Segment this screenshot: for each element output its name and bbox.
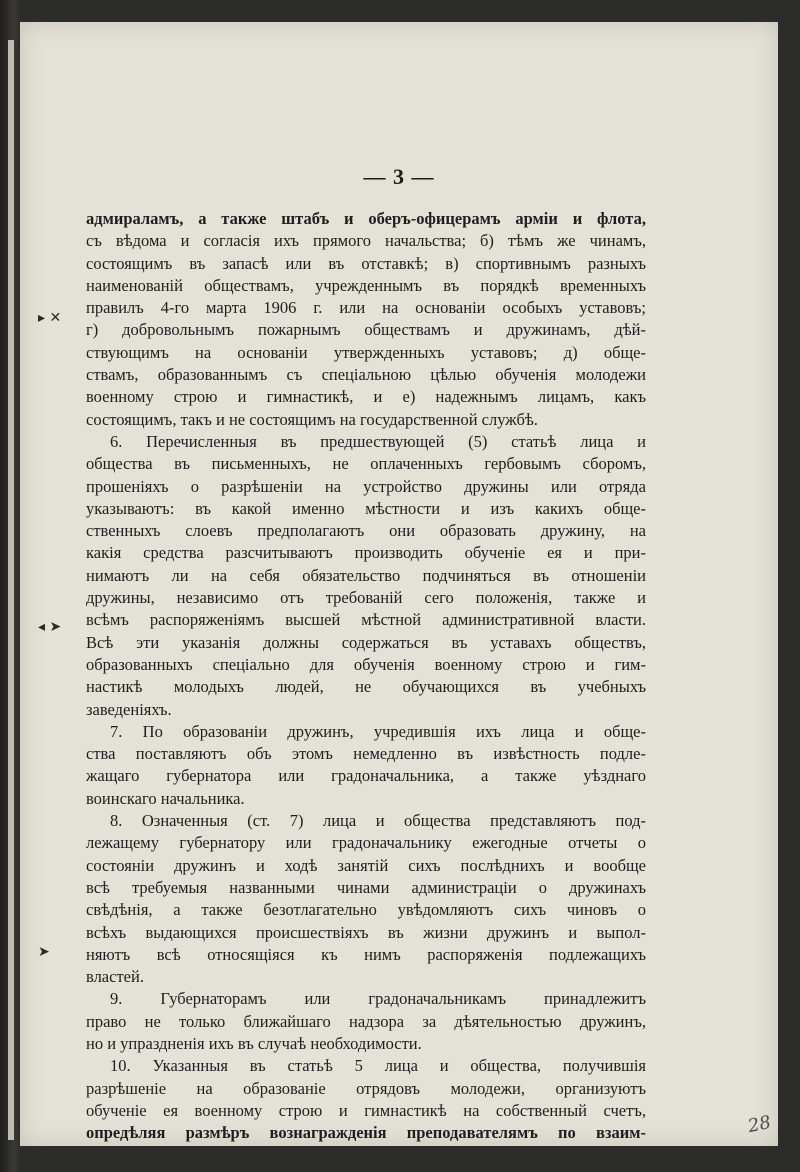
text-line: 10. Указанныя въ статьѣ 5 лица и общества, получившія	[110, 1056, 646, 1076]
text-line: опредѣляя размѣръ вознагражденія преподавателямъ по взаим-	[86, 1123, 646, 1143]
text-line: настикѣ молодыхъ людей, не обучающихся въ учебныхъ	[86, 677, 646, 697]
text-line: какія средства разсчитываютъ производить обученіе ея и при-	[86, 543, 646, 563]
text-line: г) добровольнымъ пожарнымъ обществамъ и дружинамъ, дѣй-	[86, 320, 646, 340]
text-line: всѣ требуемыя названными чинами администраціи о дружинахъ	[86, 877, 646, 897]
text-line: прошеніяхъ о разрѣшеніи на устройство дружины или отряда	[86, 476, 646, 496]
text-line: 6. Перечисленныя въ предшествующей (5) статьѣ лица и	[110, 431, 646, 451]
text-line: право не только ближайшаго надзора за дѣятельностью дружинъ,	[86, 1011, 646, 1031]
text-line: указываютъ: въ какой именно мѣстности и изъ какихъ обще-	[86, 498, 646, 518]
text-line: няютъ всѣ относящіяся къ нимъ распоряженія подлежащихъ	[86, 944, 646, 964]
text-line: нимаютъ ли на себя обязательство подчиняться въ отношеніи	[86, 565, 646, 585]
text-line: ства поставляютъ объ этомъ немедленно въ извѣстность подле-	[86, 744, 646, 764]
text-line: жащаго губернатора или градоначальника, а также уѣзднаго	[86, 766, 646, 786]
text-line: обученіе ея военному строю и гимнастикѣ на собственный счетъ,	[86, 1100, 646, 1120]
margin-arrow-mark: ◂ ➤	[38, 619, 62, 635]
text-line: адмираламъ, а также штабъ и оберъ-офицерамъ арміи и флота,	[86, 209, 646, 228]
text-line: 7. По образованіи дружинъ, учредившія ихъ лица и обще-	[110, 721, 646, 741]
page-number: — 3 —	[363, 164, 435, 189]
text-line: общества въ письменныхъ, не оплаченныхъ гербовымъ сборомъ,	[86, 454, 646, 474]
text-line: состоящимъ въ запасѣ или въ отставкѣ; в) спортивнымъ разныхъ	[86, 253, 646, 273]
text-line: состоящимъ, такъ и не состоящимъ на государственной службѣ.	[86, 409, 538, 429]
text-line: съ вѣдома и согласія ихъ прямого начальства; б) тѣмъ же чинамъ,	[86, 231, 646, 251]
text-line: но и упраздненія ихъ въ случаѣ необходимости.	[86, 1033, 422, 1053]
text-line: лежащему губернатору или градоначальнику ежегодные отчеты о	[86, 833, 646, 853]
text-line: заведеніяхъ.	[86, 699, 172, 719]
text-line: воинскаго начальника.	[86, 788, 245, 808]
text-line: ственныхъ слоевъ предполагаютъ они образовать дружину, на	[86, 521, 646, 541]
body-text	[86, 208, 646, 1144]
text-line: всѣхъ выдающихся происшествіяхъ въ жизни дружинъ и выпол-	[86, 922, 646, 942]
text-line: правилъ 4-го марта 1906 г. или на основаніи особыхъ уставовъ;	[86, 298, 646, 318]
text-line: состояніи дружинъ и ходѣ занятій сихъ послѣднихъ и вообще	[86, 855, 646, 875]
text-line: ствамъ, образованнымъ съ спеціальною цѣлью обученія молодежи	[86, 365, 646, 385]
book-spine-edge	[0, 0, 20, 1172]
handwritten-annotation: 28	[746, 1111, 773, 1138]
previous-page-strip	[8, 40, 14, 1140]
text-line: всѣмъ распоряженіямъ высшей мѣстной административной власти.	[86, 610, 646, 630]
text-line: ствующимъ на основаніи утвержденныхъ уставовъ; д) обще-	[86, 342, 646, 362]
text-line: дружины, независимо отъ требованій сего положенія, также и	[86, 588, 646, 608]
text-line: Всѣ эти указанія должны содержаться въ уставахъ обществъ,	[86, 632, 646, 652]
margin-arrow-mark: ➤	[38, 944, 50, 960]
text-line: властей.	[86, 967, 144, 987]
text-line: военному строю и гимнастикѣ, и е) надежнымъ лицамъ, какъ	[86, 387, 646, 407]
document-page	[20, 22, 778, 1146]
text-line: 8. Означенныя (ст. 7) лица и общества представляютъ под-	[110, 811, 646, 831]
text-line: 9. Губернаторамъ или градоначальникамъ принадлежитъ	[110, 989, 646, 1009]
margin-arrow-mark: ▸ ✕	[38, 310, 62, 326]
text-line: наименованій обществамъ, учрежденнымъ въ порядкѣ временныхъ	[86, 275, 646, 295]
text-line: свѣдѣнія, а также безотлагательно увѣдомляютъ сихъ чиновъ о	[86, 900, 646, 920]
text-line: разрѣшеніе на образованіе отрядовъ молодежи, организуютъ	[86, 1078, 646, 1098]
text-line: образованныхъ спеціально для обученія военному строю и гим-	[86, 654, 646, 674]
